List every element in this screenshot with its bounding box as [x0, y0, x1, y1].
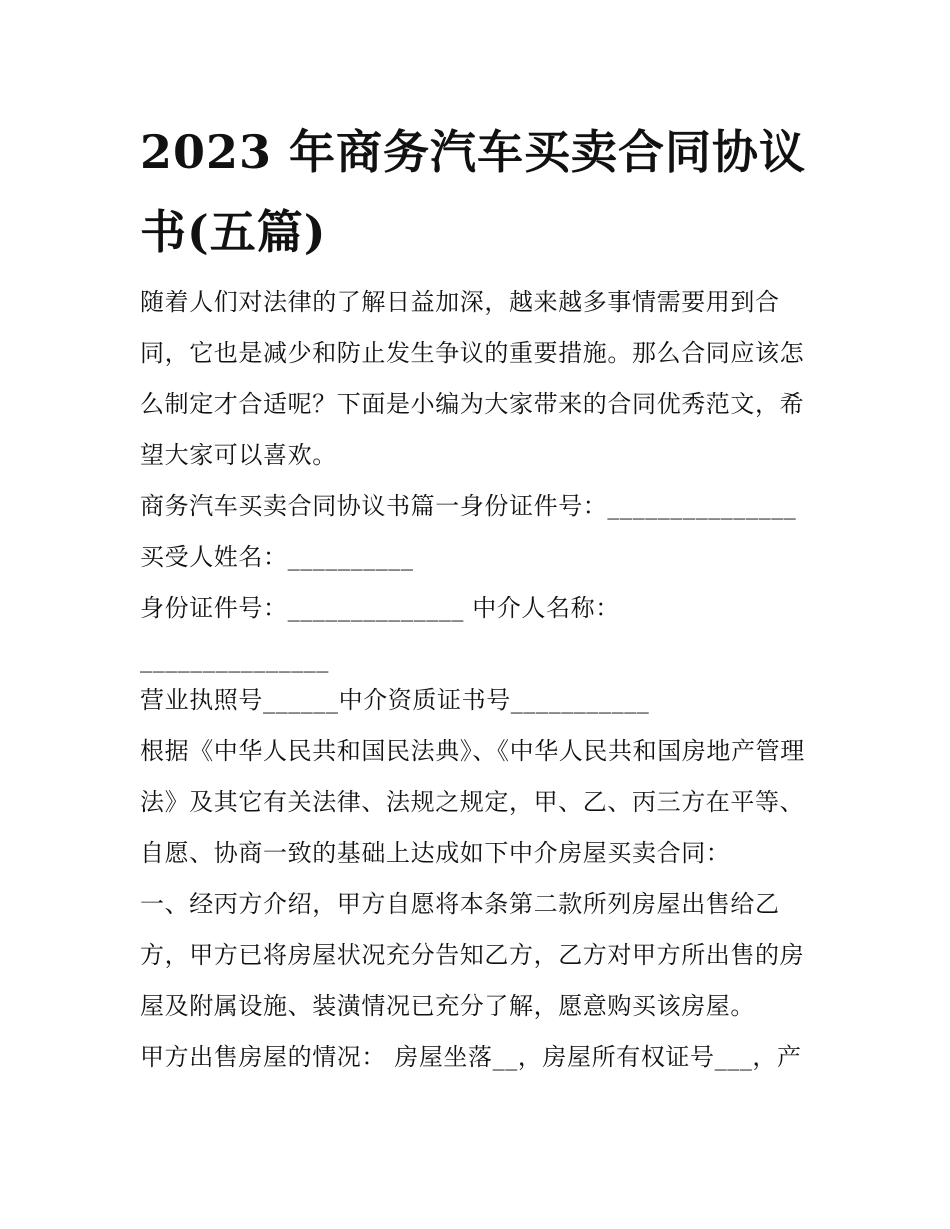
document-title: 2023 年商务汽车买卖合同协议书(五篇): [140, 125, 807, 259]
id-number-line: 商务汽车买卖合同协议书篇一身份证件号：_______________: [140, 492, 797, 520]
clause-one-paragraph: 一、经丙方介绍，甲方自愿将本条第二款所列房屋出售给乙方，甲方已将房屋状况充分告知乙方，乙方对甲方所出售的房屋及附属设施、装潢情况已充分了解，愿意购买该房屋。: [140, 890, 805, 1020]
agent-name-blank: _______________: [140, 645, 329, 673]
legal-basis-paragraph: 根据《中华人民共和国民法典》、《中华人民共和国房地产管理法》及其它有关法律、法规之规定，甲、乙、丙三方在平等、自愿、协商一致的基础上达成如下中介房屋买卖合同：: [140, 737, 805, 867]
buyer-name-line: 买受人姓名：__________: [140, 543, 414, 571]
intro-paragraph: 随着人们对法律的了解日益加深，越来越多事情需要用到合同，它也是减少和防止发生争议的重要措施。那么合同应该怎么制定才合适呢？下面是小编为大家带来的合同优秀范文，希望大家可以喜欢。: [140, 288, 805, 469]
property-info-paragraph: 甲方出售房屋的情况： 房屋坐落__，房屋所有权证号___，产: [140, 1043, 802, 1071]
agent-name-line: 身份证件号：______________ 中介人名称：: [140, 594, 620, 622]
license-line: 营业执照号______中介资质证书号___________: [140, 686, 650, 714]
